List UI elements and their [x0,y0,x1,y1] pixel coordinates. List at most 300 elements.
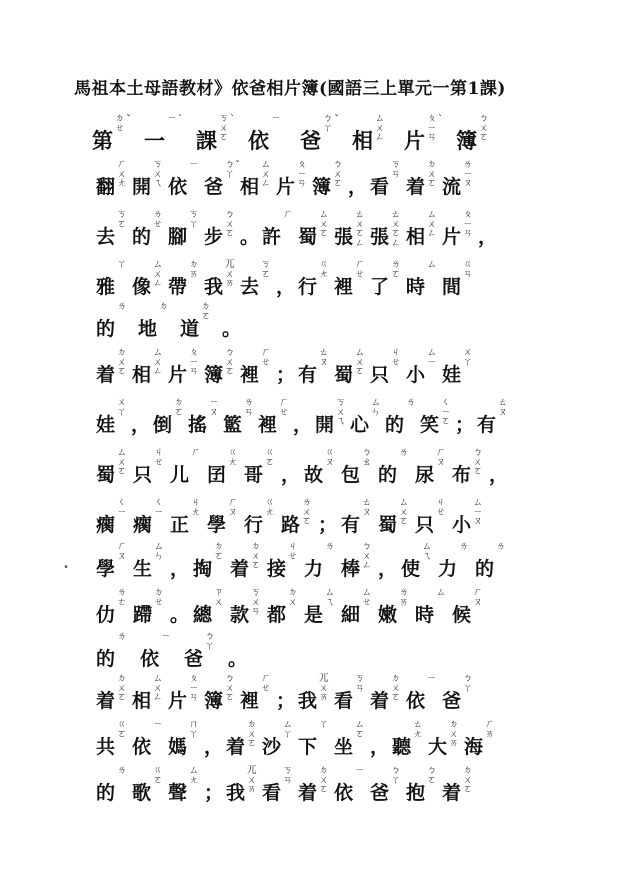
zhuyin-annotation: ㄎ ㄨ ㄟ [336,397,346,427]
zhuyin-annotation: ㄊ ㄨ ㄛ ㄥ [355,209,365,249]
zhuyin-annotation: ㄏ ㄡ [228,497,238,518]
hanzi: ； [276,690,296,712]
hanzi: 沙 [262,736,282,758]
hanzi: 着 [370,690,390,712]
hanzi: 簿 [312,176,332,198]
zhuyin-annotation: ㄙ [436,587,446,598]
hanzi: 着 [230,558,250,580]
zhuyin-annotation: ㄏ ㄝ [279,397,289,418]
hanzi: 爸 [204,176,224,198]
hanzi: 開 [315,414,335,436]
hanzi: 心 [350,414,370,436]
hanzi: 路 [281,514,301,536]
zhuyin-annotation: ㄚ [319,719,329,730]
hanzi: 力 [304,558,324,580]
zhuyin-annotation: ㄌ ㄨ ㄛ [302,497,312,527]
hanzi: 的 [385,414,405,436]
zhuyin-annotation: ㄌ ㄜ [117,587,127,608]
zhuyin-annotation: ㄅ ㄨ ㄛ [225,347,235,377]
tone-mark: ˋ [438,114,443,125]
hanzi: 海 [464,736,484,758]
hanzi: 聽 [392,736,412,758]
zhuyin-annotation: ㄅ ㄠ [362,447,372,468]
hanzi: 小 [452,514,472,536]
zhuyin-annotation: ㄨ ㄚ [463,347,473,368]
hanzi: 小 [406,364,426,386]
zhuyin-annotation: ㄍ ㄛ [153,765,163,786]
zhuyin-annotation: ㄫ ㄨ ㄞ [225,259,235,289]
zhuyin-annotation: ㄎ ㄢ [283,765,293,786]
zhuyin-annotation: ㄉ ㄨ ㄛ [427,159,437,189]
hanzi: 道 [180,318,200,340]
hanzi: 依 [132,736,152,758]
zhuyin-annotation: ㄅ ㄨ ㄛ [225,209,235,239]
text-line [96,258,590,298]
hanzi: 搖 [188,414,208,436]
hanzi: 行 [298,276,318,298]
hanzi: 蜀 [334,364,354,386]
hanzi: 開 [132,176,152,198]
hanzi: 依 [168,176,188,198]
hanzi: 有 [477,414,497,436]
hanzi: 相 [352,128,373,153]
hanzi: 棒 [341,558,361,580]
hanzi: 籃 [223,414,243,436]
hanzi: 爸 [300,128,321,153]
hanzi: ， [348,176,368,198]
zhuyin-annotation: ㄉ ㄨ ㄛ [247,719,257,749]
hanzi: 去 [240,276,260,298]
hanzi: 時 [415,604,435,626]
zhuyin-annotation: ㄍ ㄤ [228,447,238,468]
text-line [96,630,590,670]
hanzi: 相 [132,364,152,386]
zhuyin-annotation: ㄌ [496,541,506,552]
hanzi: 時 [406,276,426,298]
hanzi: 着 [406,176,426,198]
zhuyin-annotation: ㄊ ㄨ ㄛ ㄥ [391,209,401,249]
zhuyin-annotation: ㄉ ㄨ ㄛ [251,541,261,571]
zhuyin-annotation: ㄎ ㄨ ㄟ [153,159,163,189]
zhuyin-annotation: ㄍ ㄤ [319,259,329,280]
hanzi: 蜀 [378,514,398,536]
hanzi: 布 [452,464,472,486]
hanzi: 裡 [334,276,354,298]
hanzi: ， [378,558,398,580]
zhuyin-annotation: ㄐ ㄝ [391,347,401,368]
hanzi: 大 [428,736,448,758]
hanzi: 哥 [244,464,264,486]
hanzi: 看 [334,690,354,712]
zhuyin-annotation: ㄌ [325,541,335,552]
zhuyin-annotation: ㄏ ㄞ [485,719,495,740]
scan-speck: ˙ [60,562,72,590]
tone-mark: ˇ [235,160,240,171]
zhuyin-annotation: ㄆ ㄧ ㄢ [189,673,199,703]
hanzi: 款 [230,604,250,626]
hanzi: 流 [442,176,462,198]
zhuyin-annotation: ㄉ ㄨ ㄛ [117,673,127,703]
hanzi: 裡 [240,364,260,386]
hanzi: 的 [475,558,495,580]
zhuyin-annotation: ㄆ ㄧ ㄢ [297,159,307,189]
zhuyin-annotation: ㄊ ㄡ [498,397,508,418]
zhuyin-annotation: ㄌ ㄢ [244,397,254,418]
hanzi: 只 [415,514,435,536]
zhuyin-annotation: ㄅ ㄚ [205,631,215,652]
hanzi: 蹛 [133,604,153,626]
hanzi: 。 [228,648,248,670]
hanzi: 行 [244,514,264,536]
zhuyin-annotation: ㄏ ㄝ [261,347,271,368]
text-line [96,300,590,340]
zhuyin-annotation: ㄉ ㄛ [174,397,184,418]
zhuyin-annotation: ㄍ ㄢ [463,259,473,280]
zhuyin-annotation: ㄎ ㄢ [391,159,401,180]
hanzi: 接 [267,558,287,580]
zhuyin-annotation: ㄙ ㄨ ㄛ [355,347,365,377]
hanzi: 細 [341,604,361,626]
zhuyin-annotation: ㄅ ㄛ [427,765,437,786]
hanzi: 力 [438,558,458,580]
hanzi: 生 [133,558,153,580]
zhuyin-annotation: ㄍ ㄛ [265,447,275,468]
hanzi: 相 [240,176,260,198]
zhuyin-annotation: ㄆ ㄧ ㄢ [189,347,199,377]
zhuyin-annotation: ㄙ ㄧ ㄡ [473,497,483,527]
hanzi: 依 [248,128,269,153]
tone-mark: ˋ [230,114,235,125]
hanzi: 尿 [415,464,435,486]
text-line [96,346,590,386]
zhuyin-annotation: ㄅ ㄚ [225,159,235,180]
hanzi: 着 [298,782,318,804]
hanzi: 着 [226,736,246,758]
text-line [96,586,590,626]
zhuyin-annotation: ㄉ ㄝ [115,113,125,134]
hanzi: 第 [92,128,113,153]
zhuyin-annotation: ㄌ ㄝ [153,209,163,230]
zhuyin-annotation: ㄧ [189,159,199,170]
hanzi: ； [204,782,224,804]
hanzi: 片 [442,226,462,248]
zhuyin-annotation: ㄌ [459,541,469,552]
hanzi: 聲 [168,782,188,804]
hanzi: 倒 [153,414,173,436]
hanzi: 爸 [184,648,204,670]
hanzi: 片 [168,690,188,712]
zhuyin-annotation: ㄉ ㄛ [214,541,224,562]
zhuyin-annotation: ㄏ [191,447,201,458]
zhuyin-annotation: ㄧ [167,113,177,124]
hanzi: 仂 [96,604,116,626]
hanzi: 故 [304,464,324,486]
hanzi: 着 [96,690,116,712]
text-line [92,112,590,152]
hanzi: 共 [96,736,116,758]
hanzi: 瘸 [133,514,153,536]
hanzi: 儿 [170,464,190,486]
zhuyin-annotation: ㄉ ㄨ ㄛ [463,765,473,795]
zhuyin-annotation: ㄧ [271,113,281,124]
hanzi: 總 [193,604,213,626]
hanzi: 下 [298,736,318,758]
zhuyin-annotation: ㄉ ㄨ [288,587,298,608]
hanzi: ， [478,226,498,248]
hanzi: 蜀 [298,226,318,248]
zhuyin-annotation: ㄅ ㄚ [463,673,473,694]
hanzi: ， [170,558,190,580]
hanzi: 張 [370,226,390,248]
hanzi: 一 [144,128,165,153]
zhuyin-annotation: ㄏ ㄝ [355,259,365,280]
hanzi: 爸 [370,782,390,804]
hanzi: 依 [406,690,426,712]
zhuyin-annotation: ㄙ ㄨ ㄥ [261,159,271,189]
zhuyin-annotation: ㄧ [427,673,437,684]
zhuyin-annotation: ㄉ ㄝ [154,587,164,608]
hanzi: 我 [204,276,224,298]
hanzi: 步 [204,226,224,248]
zhuyin-annotation: ㄐ ㄝ [288,541,298,562]
zhuyin-annotation: ㄌ [117,301,127,312]
hanzi: 的 [96,648,116,670]
hanzi: 了 [370,276,390,298]
hanzi: 的 [96,782,116,804]
text-line [96,718,590,758]
hanzi: ， [131,414,151,436]
hanzi: 正 [170,514,190,536]
hanzi: 簿 [204,364,224,386]
zhuyin-annotation: ㄉ ㄨ ㄛ [319,765,329,795]
tone-mark: ˇ [126,114,131,125]
zhuyin-annotation: ㄏ [283,209,293,220]
zhuyin-annotation: ㄙ ㄨ ㄥ [427,209,437,239]
hanzi: 簿 [456,128,477,153]
zhuyin-annotation: ㄌ [406,397,416,408]
tone-mark: ˇ [334,114,339,125]
text-line [96,158,590,198]
zhuyin-annotation: ㄙ ㄛ [355,719,365,740]
text-line [96,208,590,248]
text-line [96,672,590,712]
hanzi: 娃 [442,364,462,386]
hanzi: ； [276,364,296,386]
zhuyin-annotation: ㄙ ㄨ ㄥ [153,673,163,703]
zhuyin-annotation: ㄏ ㄡ [436,447,446,468]
zhuyin-annotation: ㄗ ㄨ [214,587,224,608]
hanzi: 裡 [240,690,260,712]
zhuyin-annotation: ㄐ ㄝ [436,497,446,518]
zhuyin-annotation: ㄅ ㄨ ㄛ [479,113,489,143]
zhuyin-annotation: ㄫ ㄨ ㄞ [247,765,257,795]
hanzi: 片 [276,176,296,198]
zhuyin-annotation: ㄍ ㄡ [325,447,335,468]
zhuyin-annotation: ㄙ ㄨ ㄛ [319,209,329,239]
hanzi: 歌 [132,782,152,804]
zhuyin-annotation: ㄚ [117,259,127,270]
hanzi: 翻 [96,176,116,198]
hanzi: 只 [370,364,390,386]
text-line [96,496,590,536]
page-header: 馬祖本土母語教材》依爸相片簿(國語三上單元一第1課) [74,79,506,99]
hanzi: 都 [267,604,287,626]
zhuyin-annotation: ㄅ ㄨ ㄛ [473,447,483,477]
hanzi: 腳 [168,226,188,248]
hanzi: 相 [132,690,152,712]
zhuyin-annotation: ㄏ ㄨ ㄤ [117,159,127,189]
hanzi: 是 [304,604,324,626]
zhuyin-annotation: ㄉ ㄨ ㄛ [391,673,401,703]
zhuyin-annotation: ㄉ ㄨ ㄞ [449,719,459,749]
zhuyin-annotation: ㄆ ㄧ ㄢ [463,209,473,239]
zhuyin-annotation: ㄙ [427,259,437,270]
zhuyin-annotation: ㄧ [153,719,163,730]
zhuyin-annotation: ㄨ ㄚ [117,397,127,418]
zhuyin-annotation: ㄉ [159,301,169,312]
zhuyin-annotation: ㄅ ㄨ ㄥ [362,541,372,571]
zhuyin-annotation: ㄙ ㄝ [362,587,372,608]
hanzi: 。 [240,226,260,248]
hanzi: 看 [262,782,282,804]
hanzi: 有 [298,364,318,386]
zhuyin-annotation: ㄙ ㄨ ㄥ [375,113,385,143]
hanzi: 媽 [168,736,188,758]
hanzi: 看 [370,176,390,198]
zhuyin-annotation: ㄑ ㄧ [117,497,127,518]
hanzi: 只 [133,464,153,486]
hanzi: ， [276,276,296,298]
zhuyin-annotation: ㄅ ㄚ [323,113,333,134]
zhuyin-annotation: ㄧ [355,765,365,776]
hanzi: 我 [226,782,246,804]
hanzi: 雅 [96,276,116,298]
zhuyin-annotation: ㄌ ㄧ ㄡ [463,159,473,189]
hanzi: 相 [406,226,426,248]
text-line [96,396,590,436]
zhuyin-annotation: ㄙ ㄟ [325,587,335,608]
zhuyin-annotation: ㄙ ㄟ [422,541,432,562]
zhuyin-annotation: ㄏ ㄝ [261,673,271,694]
hanzi: 間 [442,276,462,298]
zhuyin-annotation: ㄉ ㄛ [201,301,211,322]
hanzi: 張 [334,226,354,248]
zhuyin-annotation: ㄑ ㄧ [154,497,164,518]
hanzi: 許 [262,226,282,248]
hanzi: ， [204,736,224,758]
hanzi: 的 [378,464,398,486]
hanzi: 片 [404,128,425,153]
hanzi: 着 [96,364,116,386]
hanzi: 候 [452,604,472,626]
text-line [96,764,590,804]
zhuyin-annotation: ㄏ ㄡ [117,541,127,562]
hanzi: ， [281,464,301,486]
text-line [96,446,590,486]
zhuyin-annotation: ㄊ ㄤ [413,719,423,740]
hanzi: 去 [96,226,116,248]
hanzi: 像 [132,276,152,298]
zhuyin-annotation: ㄌ [117,765,127,776]
hanzi: 瘸 [96,514,116,536]
zhuyin-annotation: ㄙ ㄚ [283,719,293,740]
zhuyin-annotation: ㄎ ㄛ [117,209,127,230]
zhuyin-annotation: ㄙ ㄣ [371,397,381,418]
hanzi: 。 [222,318,242,340]
zhuyin-annotation: ㄆ ㄧ ㄢ [427,113,437,143]
zhuyin-annotation: ㄎ ㄢ [355,673,365,694]
zhuyin-annotation: ㄙ ㄨ ㄥ [153,347,163,377]
hanzi: 有 [341,514,361,536]
hanzi: ； [318,514,338,536]
zhuyin-annotation: ㄌ ㄛ [391,259,401,280]
zhuyin-annotation: ㄌ ㄞ [399,587,409,608]
hanzi: 掏 [193,558,213,580]
hanzi: 依 [334,782,354,804]
hanzi: ； [455,414,475,436]
text-line [96,540,590,580]
hanzi: 的 [96,318,116,340]
zhuyin-annotation: ㄙ ㄨ ㄛ [117,447,127,477]
zhuyin-annotation: ㄙ ㄧ [427,347,437,368]
hanzi: 笑 [420,414,440,436]
hanzi: 着 [442,782,462,804]
hanzi: 娃 [96,414,116,436]
zhuyin-annotation: ㄎ ㄚ [189,209,199,230]
zhuyin-annotation: ㄉ ㄞ [189,259,199,280]
hanzi: 嫩 [378,604,398,626]
hanzi: 的 [132,226,152,248]
hanzi: 抱 [406,782,426,804]
zhuyin-annotation: ㄅ ㄨ ㄛ [333,159,343,189]
zhuyin-annotation: ㄍ ㄤ [265,497,275,518]
zhuyin-annotation: ㄎ ㄨ ㄛ [219,113,229,143]
hanzi: 包 [341,464,361,486]
zhuyin-annotation: ㄉ ㄨ ㄛ [117,347,127,377]
zhuyin-annotation: ㄍ ㄛ [117,719,127,740]
hanzi: ， [489,464,509,486]
zhuyin-annotation: ㄑ ㄧ ㄛ [441,397,451,427]
zhuyin-annotation: ㄅ ㄨ ㄛ [225,673,235,703]
zhuyin-annotation: ㄙ ㄨ ㄛ [399,497,409,527]
hanzi: 地 [138,318,158,340]
zhuyin-annotation: ㄅ ㄚ [391,765,401,786]
zhuyin-annotation: ㄇ ㄚ [189,719,199,740]
hanzi: 學 [96,558,116,580]
hanzi: 。 [170,604,190,626]
hanzi: 囝 [207,464,227,486]
hanzi: ， [370,736,390,758]
zhuyin-annotation: ㄧ ㄡ [209,397,219,418]
zhuyin-annotation: ㄊ ㄡ [319,347,329,368]
hanzi: 蜀 [96,464,116,486]
tone-mark: ˋ [178,114,183,125]
hanzi: 片 [168,364,188,386]
zhuyin-annotation: ㄧ [161,631,171,642]
hanzi: 簿 [204,690,224,712]
zhuyin-annotation: ㄙ ㄤ [189,765,199,786]
zhuyin-annotation: ㄌ [117,631,127,642]
hanzi: 爸 [442,690,462,712]
zhuyin-annotation: ㄏ ㄡ [473,587,483,608]
zhuyin-annotation: ㄐ ㄝ [154,447,164,468]
zhuyin-annotation: ㄎ ㄨ ㄢ [251,587,261,617]
zhuyin-annotation: ㄙ ㄣ [154,541,164,562]
zhuyin-annotation: ㄫ ㄨ ㄞ [319,673,329,703]
hanzi: 裡 [258,414,278,436]
hanzi: 坐 [334,736,354,758]
hanzi: 帶 [168,276,188,298]
